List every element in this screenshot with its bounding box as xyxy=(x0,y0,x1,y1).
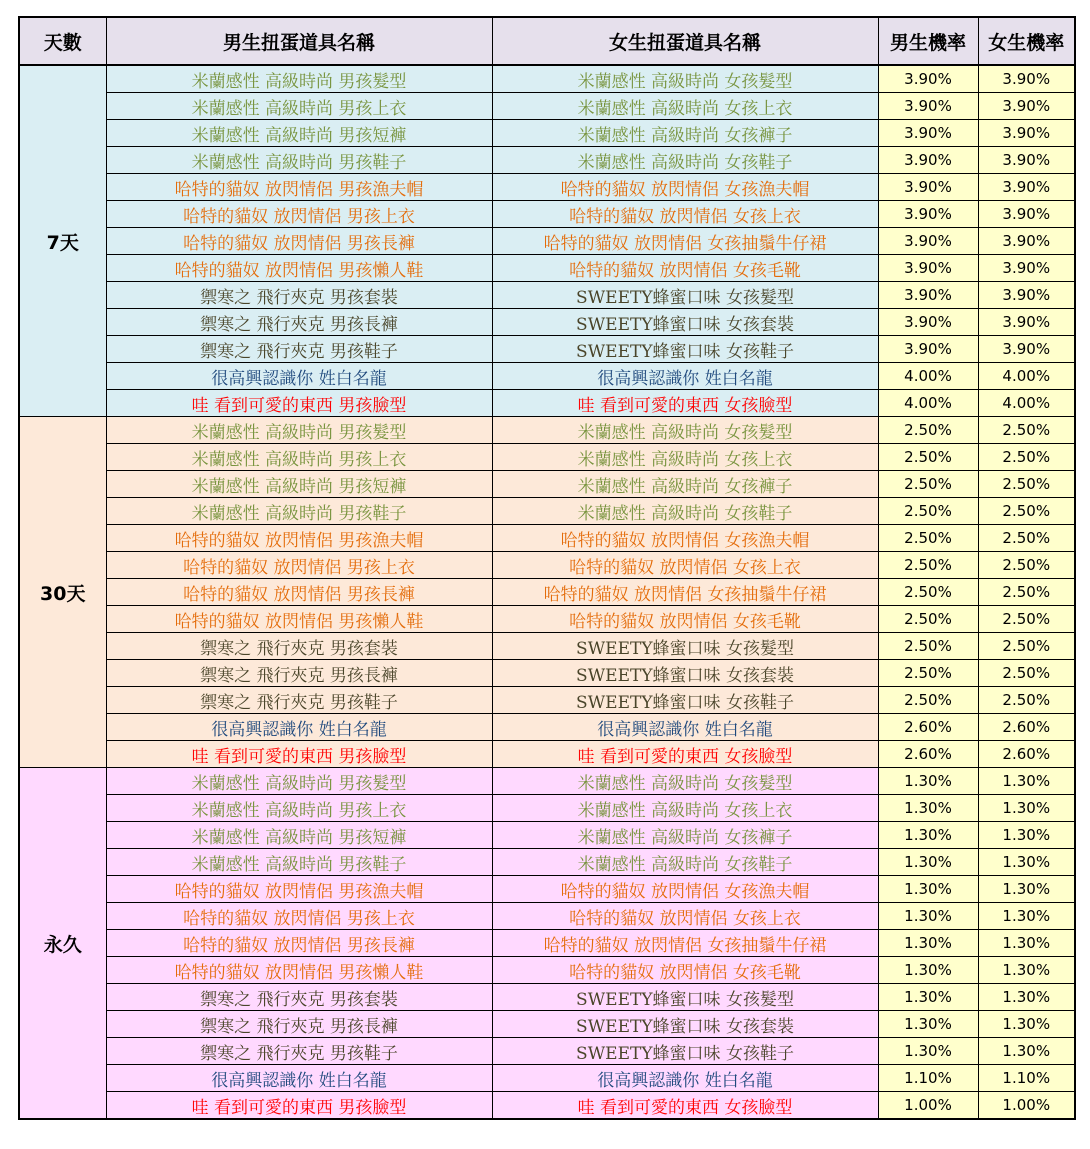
table-row xyxy=(19,957,1075,984)
female-rate: 1.30% xyxy=(978,957,1075,984)
female-item-name: 哈特的貓奴 放閃情侶 女孩漁夫帽 xyxy=(492,174,878,201)
table-row xyxy=(19,1092,1075,1120)
male-rate: 1.30% xyxy=(878,822,978,849)
male-rate: 1.00% xyxy=(878,1092,978,1120)
female-item-name: 哇 看到可愛的東西 女孩臉型 xyxy=(492,1092,878,1120)
table-row xyxy=(19,525,1075,552)
male-item-name: 米蘭感性 高級時尚 男孩髮型 xyxy=(106,417,492,444)
female-item-name: 米蘭感性 高級時尚 女孩髮型 xyxy=(492,768,878,795)
table-row xyxy=(19,633,1075,660)
male-item-name: 哈特的貓奴 放閃情侶 男孩懶人鞋 xyxy=(106,957,492,984)
female-rate: 1.30% xyxy=(978,849,1075,876)
female-item-name: 米蘭感性 高級時尚 女孩鞋子 xyxy=(492,849,878,876)
male-rate: 2.50% xyxy=(878,498,978,525)
duration-label: 永久 xyxy=(19,768,106,1120)
male-item-name: 禦寒之 飛行夾克 男孩長褲 xyxy=(106,1011,492,1038)
male-item-name: 禦寒之 飛行夾克 男孩套裝 xyxy=(106,282,492,309)
male-rate: 1.30% xyxy=(878,930,978,957)
male-rate: 1.30% xyxy=(878,957,978,984)
male-item-name: 禦寒之 飛行夾克 男孩鞋子 xyxy=(106,687,492,714)
female-rate: 3.90% xyxy=(978,228,1075,255)
female-rate: 3.90% xyxy=(978,336,1075,363)
male-rate: 3.90% xyxy=(878,309,978,336)
male-rate: 3.90% xyxy=(878,93,978,120)
female-item-name: 很高興認識你 姓白名龍 xyxy=(492,714,878,741)
male-rate: 1.30% xyxy=(878,795,978,822)
table-row xyxy=(19,1038,1075,1065)
table-row xyxy=(19,93,1075,120)
male-item-name: 很高興認識你 姓白名龍 xyxy=(106,363,492,390)
female-item-name: 米蘭感性 高級時尚 女孩上衣 xyxy=(492,93,878,120)
female-rate: 2.50% xyxy=(978,660,1075,687)
female-item-name: SWEETY蜂蜜口味 女孩髮型 xyxy=(492,633,878,660)
female-item-name: 哈特的貓奴 放閃情侶 女孩漁夫帽 xyxy=(492,876,878,903)
male-item-name: 哈特的貓奴 放閃情侶 男孩長褲 xyxy=(106,579,492,606)
male-item-name: 禦寒之 飛行夾克 男孩鞋子 xyxy=(106,336,492,363)
female-item-name: 哈特的貓奴 放閃情侶 女孩漁夫帽 xyxy=(492,525,878,552)
header-female-rate: 女生機率 xyxy=(978,17,1075,65)
male-item-name: 米蘭感性 高級時尚 男孩上衣 xyxy=(106,93,492,120)
female-rate: 2.50% xyxy=(978,606,1075,633)
table-row xyxy=(19,903,1075,930)
female-item-name: SWEETY蜂蜜口味 女孩套裝 xyxy=(492,1011,878,1038)
male-item-name: 哈特的貓奴 放閃情侶 男孩漁夫帽 xyxy=(106,174,492,201)
female-rate: 3.90% xyxy=(978,65,1075,93)
table-row xyxy=(19,606,1075,633)
female-item-name: 米蘭感性 高級時尚 女孩上衣 xyxy=(492,444,878,471)
male-item-name: 米蘭感性 高級時尚 男孩上衣 xyxy=(106,444,492,471)
female-rate: 2.50% xyxy=(978,687,1075,714)
female-rate: 3.90% xyxy=(978,255,1075,282)
female-item-name: 哈特的貓奴 放閃情侶 女孩上衣 xyxy=(492,552,878,579)
table-header-row xyxy=(19,17,1075,65)
male-item-name: 米蘭感性 高級時尚 男孩短褲 xyxy=(106,471,492,498)
female-item-name: 米蘭感性 高級時尚 女孩褲子 xyxy=(492,471,878,498)
male-item-name: 禦寒之 飛行夾克 男孩鞋子 xyxy=(106,1038,492,1065)
female-rate: 1.30% xyxy=(978,795,1075,822)
male-rate: 1.10% xyxy=(878,1065,978,1092)
table-row xyxy=(19,120,1075,147)
male-item-name: 米蘭感性 高級時尚 男孩鞋子 xyxy=(106,498,492,525)
female-rate: 3.90% xyxy=(978,120,1075,147)
female-rate: 2.50% xyxy=(978,633,1075,660)
female-item-name: 米蘭感性 高級時尚 女孩上衣 xyxy=(492,795,878,822)
female-rate: 2.60% xyxy=(978,741,1075,768)
female-item-name: 米蘭感性 高級時尚 女孩髮型 xyxy=(492,65,878,93)
female-item-name: SWEETY蜂蜜口味 女孩鞋子 xyxy=(492,1038,878,1065)
male-item-name: 米蘭感性 高級時尚 男孩鞋子 xyxy=(106,147,492,174)
table-row xyxy=(19,984,1075,1011)
female-item-name: 哈特的貓奴 放閃情侶 女孩毛靴 xyxy=(492,957,878,984)
male-rate: 1.30% xyxy=(878,1011,978,1038)
female-item-name: SWEETY蜂蜜口味 女孩鞋子 xyxy=(492,687,878,714)
table-row xyxy=(19,849,1075,876)
male-item-name: 很高興認識你 姓白名龍 xyxy=(106,714,492,741)
female-item-name: SWEETY蜂蜜口味 女孩髮型 xyxy=(492,984,878,1011)
male-item-name: 哇 看到可愛的東西 男孩臉型 xyxy=(106,390,492,417)
female-item-name: 哈特的貓奴 放閃情侶 女孩上衣 xyxy=(492,201,878,228)
female-item-name: 哇 看到可愛的東西 女孩臉型 xyxy=(492,390,878,417)
female-rate: 1.30% xyxy=(978,1011,1075,1038)
female-item-name: 米蘭感性 高級時尚 女孩褲子 xyxy=(492,120,878,147)
header-days: 天數 xyxy=(19,17,106,65)
female-rate: 2.50% xyxy=(978,579,1075,606)
female-item-name: 很高興認識你 姓白名龍 xyxy=(492,363,878,390)
male-rate: 2.50% xyxy=(878,471,978,498)
female-rate: 1.00% xyxy=(978,1092,1075,1120)
female-item-name: 哈特的貓奴 放閃情侶 女孩抽鬚牛仔裙 xyxy=(492,930,878,957)
table-row xyxy=(19,201,1075,228)
female-rate: 1.10% xyxy=(978,1065,1075,1092)
male-rate: 2.50% xyxy=(878,417,978,444)
table-row xyxy=(19,822,1075,849)
male-item-name: 米蘭感性 高級時尚 男孩鞋子 xyxy=(106,849,492,876)
male-item-name: 哈特的貓奴 放閃情侶 男孩懶人鞋 xyxy=(106,255,492,282)
female-rate: 4.00% xyxy=(978,390,1075,417)
female-item-name: 哈特的貓奴 放閃情侶 女孩上衣 xyxy=(492,903,878,930)
female-item-name: 哈特的貓奴 放閃情侶 女孩毛靴 xyxy=(492,255,878,282)
male-rate: 1.30% xyxy=(878,849,978,876)
female-rate: 1.30% xyxy=(978,876,1075,903)
male-item-name: 米蘭感性 高級時尚 男孩短褲 xyxy=(106,822,492,849)
male-rate: 3.90% xyxy=(878,282,978,309)
male-rate: 2.50% xyxy=(878,687,978,714)
male-item-name: 哈特的貓奴 放閃情侶 男孩漁夫帽 xyxy=(106,876,492,903)
table-body xyxy=(19,65,1075,1119)
female-item-name: 米蘭感性 高級時尚 女孩髮型 xyxy=(492,417,878,444)
male-item-name: 哇 看到可愛的東西 男孩臉型 xyxy=(106,741,492,768)
header-female-item: 女生扭蛋道具名稱 xyxy=(492,17,878,65)
female-item-name: SWEETY蜂蜜口味 女孩套裝 xyxy=(492,660,878,687)
table-row xyxy=(19,390,1075,417)
male-item-name: 禦寒之 飛行夾克 男孩套裝 xyxy=(106,633,492,660)
male-rate: 3.90% xyxy=(878,147,978,174)
table-row xyxy=(19,147,1075,174)
female-rate: 1.30% xyxy=(978,930,1075,957)
male-item-name: 禦寒之 飛行夾克 男孩長褲 xyxy=(106,309,492,336)
female-item-name: 哈特的貓奴 放閃情侶 女孩抽鬚牛仔裙 xyxy=(492,579,878,606)
table-row xyxy=(19,65,1075,93)
female-item-name: 米蘭感性 高級時尚 女孩鞋子 xyxy=(492,498,878,525)
male-item-name: 禦寒之 飛行夾克 男孩長褲 xyxy=(106,660,492,687)
male-rate: 3.90% xyxy=(878,255,978,282)
female-item-name: 哈特的貓奴 放閃情侶 女孩抽鬚牛仔裙 xyxy=(492,228,878,255)
male-rate: 2.50% xyxy=(878,552,978,579)
male-item-name: 很高興認識你 姓白名龍 xyxy=(106,1065,492,1092)
male-rate: 2.50% xyxy=(878,444,978,471)
male-rate: 1.30% xyxy=(878,984,978,1011)
male-item-name: 哈特的貓奴 放閃情侶 男孩上衣 xyxy=(106,552,492,579)
male-rate: 4.00% xyxy=(878,390,978,417)
male-item-name: 哈特的貓奴 放閃情侶 男孩長褲 xyxy=(106,930,492,957)
table-row xyxy=(19,417,1075,444)
male-rate: 2.60% xyxy=(878,741,978,768)
female-rate: 3.90% xyxy=(978,93,1075,120)
table-row xyxy=(19,1011,1075,1038)
table-row xyxy=(19,714,1075,741)
male-rate: 1.30% xyxy=(878,903,978,930)
male-rate: 2.50% xyxy=(878,633,978,660)
male-rate: 2.50% xyxy=(878,525,978,552)
table-row xyxy=(19,795,1075,822)
female-rate: 2.60% xyxy=(978,714,1075,741)
female-rate: 3.90% xyxy=(978,201,1075,228)
female-rate: 1.30% xyxy=(978,984,1075,1011)
male-rate: 1.30% xyxy=(878,1038,978,1065)
table-row xyxy=(19,687,1075,714)
table-row xyxy=(19,336,1075,363)
female-item-name: SWEETY蜂蜜口味 女孩髮型 xyxy=(492,282,878,309)
female-rate: 1.30% xyxy=(978,903,1075,930)
male-item-name: 米蘭感性 高級時尚 男孩髮型 xyxy=(106,768,492,795)
female-rate: 3.90% xyxy=(978,309,1075,336)
table-row xyxy=(19,363,1075,390)
female-item-name: 哈特的貓奴 放閃情侶 女孩毛靴 xyxy=(492,606,878,633)
male-rate: 3.90% xyxy=(878,228,978,255)
male-rate: 2.50% xyxy=(878,579,978,606)
male-item-name: 米蘭感性 高級時尚 男孩短褲 xyxy=(106,120,492,147)
table-row xyxy=(19,876,1075,903)
female-rate: 3.90% xyxy=(978,282,1075,309)
female-rate: 2.50% xyxy=(978,417,1075,444)
table-row xyxy=(19,930,1075,957)
female-rate: 2.50% xyxy=(978,471,1075,498)
female-item-name: 米蘭感性 高級時尚 女孩鞋子 xyxy=(492,147,878,174)
male-item-name: 米蘭感性 高級時尚 男孩髮型 xyxy=(106,65,492,93)
male-item-name: 哈特的貓奴 放閃情侶 男孩長褲 xyxy=(106,228,492,255)
male-item-name: 哈特的貓奴 放閃情侶 男孩懶人鞋 xyxy=(106,606,492,633)
male-rate: 3.90% xyxy=(878,201,978,228)
male-item-name: 哇 看到可愛的東西 男孩臉型 xyxy=(106,1092,492,1120)
female-rate: 2.50% xyxy=(978,498,1075,525)
table-row xyxy=(19,471,1075,498)
male-item-name: 禦寒之 飛行夾克 男孩套裝 xyxy=(106,984,492,1011)
male-item-name: 哈特的貓奴 放閃情侶 男孩上衣 xyxy=(106,201,492,228)
table-row xyxy=(19,255,1075,282)
table-row xyxy=(19,741,1075,768)
gacha-probability-table xyxy=(18,16,1076,1120)
table-row xyxy=(19,444,1075,471)
table-row xyxy=(19,552,1075,579)
female-rate: 4.00% xyxy=(978,363,1075,390)
male-rate: 1.30% xyxy=(878,876,978,903)
table-row xyxy=(19,1065,1075,1092)
male-rate: 3.90% xyxy=(878,65,978,93)
male-rate: 3.90% xyxy=(878,174,978,201)
female-rate: 2.50% xyxy=(978,525,1075,552)
male-rate: 1.30% xyxy=(878,768,978,795)
female-item-name: SWEETY蜂蜜口味 女孩鞋子 xyxy=(492,336,878,363)
female-rate: 3.90% xyxy=(978,147,1075,174)
female-item-name: 很高興認識你 姓白名龍 xyxy=(492,1065,878,1092)
female-rate: 1.30% xyxy=(978,768,1075,795)
male-rate: 3.90% xyxy=(878,120,978,147)
male-item-name: 哈特的貓奴 放閃情侶 男孩上衣 xyxy=(106,903,492,930)
male-rate: 4.00% xyxy=(878,363,978,390)
table-row xyxy=(19,309,1075,336)
female-rate: 2.50% xyxy=(978,444,1075,471)
table-row xyxy=(19,579,1075,606)
male-rate: 3.90% xyxy=(878,336,978,363)
header-male-rate: 男生機率 xyxy=(878,17,978,65)
male-rate: 2.60% xyxy=(878,714,978,741)
duration-label: 7天 xyxy=(19,65,106,417)
male-item-name: 哈特的貓奴 放閃情侶 男孩漁夫帽 xyxy=(106,525,492,552)
female-item-name: 哇 看到可愛的東西 女孩臉型 xyxy=(492,741,878,768)
female-rate: 2.50% xyxy=(978,552,1075,579)
female-rate: 1.30% xyxy=(978,822,1075,849)
female-item-name: SWEETY蜂蜜口味 女孩套裝 xyxy=(492,309,878,336)
male-rate: 2.50% xyxy=(878,606,978,633)
female-item-name: 米蘭感性 高級時尚 女孩褲子 xyxy=(492,822,878,849)
header-male-item: 男生扭蛋道具名稱 xyxy=(106,17,492,65)
table-row xyxy=(19,174,1075,201)
table-row xyxy=(19,660,1075,687)
female-rate: 1.30% xyxy=(978,1038,1075,1065)
duration-label: 30天 xyxy=(19,417,106,768)
table-row xyxy=(19,282,1075,309)
male-item-name: 米蘭感性 高級時尚 男孩上衣 xyxy=(106,795,492,822)
table-row xyxy=(19,768,1075,795)
male-rate: 2.50% xyxy=(878,660,978,687)
table-row xyxy=(19,228,1075,255)
table-row xyxy=(19,498,1075,525)
female-rate: 3.90% xyxy=(978,174,1075,201)
